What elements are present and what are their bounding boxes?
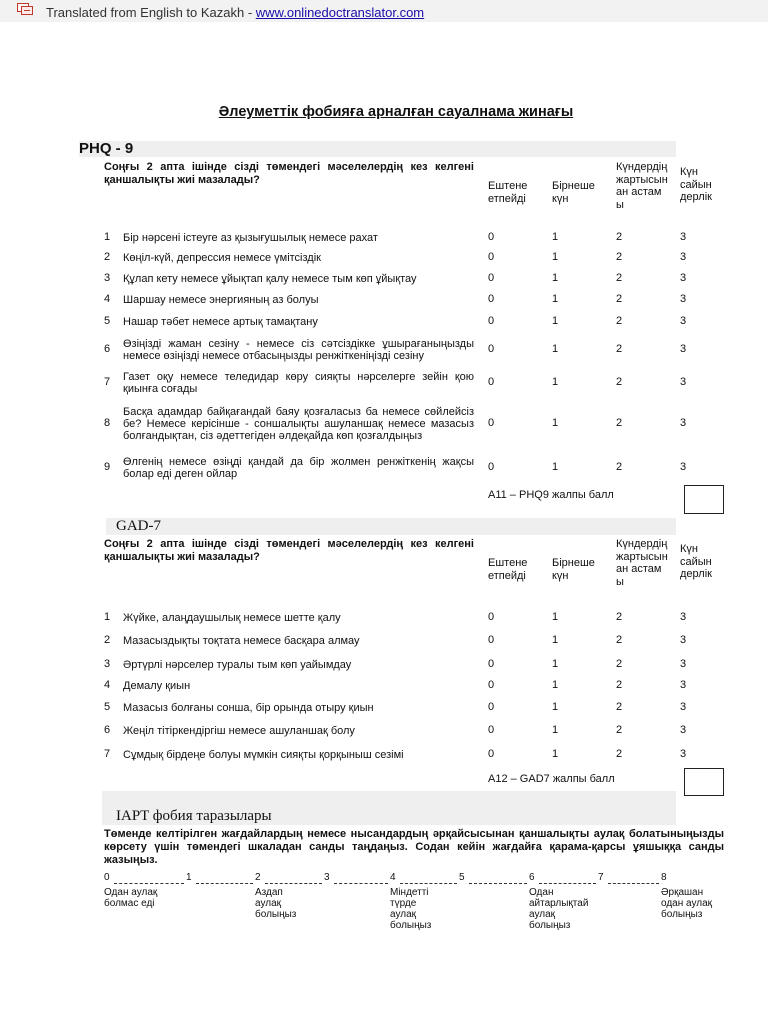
gad-item-number: 4 [104, 678, 111, 691]
gad-item-number: 1 [104, 610, 111, 623]
gad-item-score-3: 3 [680, 633, 687, 646]
phq-item-label: Құлап кету немесе ұйықтап қалу немесе тым көп ұйықтау [123, 272, 417, 285]
phq-item-label: Газет оқу немесе теледидар көру сияқты нәрселерге зейін қою қиынға соғады [123, 371, 474, 395]
gad-item-score-2: 2 [616, 610, 623, 623]
phq-item-number: 9 [104, 461, 111, 473]
phq-item-score-1: 1 [552, 271, 559, 284]
iapt-anchor-2: Міндетті түрде аулақ болыңыз [390, 887, 432, 931]
gad-item-label: Мазасыз болғаны сонша, бір орында отыру қиын [123, 701, 374, 714]
phq-item-text [123, 398, 474, 450]
document-title: Әлеуметтік фобияға арналған сауалнама жинағы [218, 104, 574, 120]
phq-col-0: Ештене етпейді [488, 180, 528, 205]
gad-item-score-1: 1 [552, 747, 559, 760]
gad-item-score-0: 0 [488, 700, 495, 713]
phq-item-score-3: 3 [680, 292, 687, 305]
iapt-scale-point: 1 [186, 872, 192, 883]
gad-item-score-3: 3 [680, 678, 687, 691]
gad-item-number: 5 [104, 700, 111, 713]
iapt-scale-dash [114, 883, 184, 884]
phq-col-1: Бірнеше күн [552, 180, 595, 205]
phq-item-label: Нашар тәбет немесе артық тамақтану [123, 315, 318, 328]
phq-item-text [123, 272, 474, 285]
phq-item-score-0: 0 [488, 230, 495, 243]
iapt-instruction: Төменде келтірілген жағдайлардың немесе нысандардың әрқайсысынан қаншалықты аулақ болатыныңызды көрсету үшін төмендегі шкаладан санды таңдаңыз. Содан кейін жағдайға қарама-қарсы ұяшыққа санды жазыңыз. [104, 828, 724, 866]
phq-item-text [123, 369, 474, 397]
phq-item-score-1: 1 [552, 417, 559, 429]
gad-item-number: 2 [104, 633, 111, 646]
phq-item-score-3: 3 [680, 250, 687, 263]
gad-item-number: 3 [104, 657, 111, 670]
phq-item-score-0: 0 [488, 417, 495, 429]
phq-item-score-1: 1 [552, 461, 559, 473]
gad-item-score-3: 3 [680, 610, 687, 623]
phq-item-label: Көңіл-күй, депрессия немесе үмітсіздік [123, 251, 321, 264]
gad-item-score-1: 1 [552, 657, 559, 670]
phq-item-score-1: 1 [552, 314, 559, 327]
gad-heading: GAD-7 [116, 518, 161, 534]
gad-col-0: Ештене етпейді [488, 557, 528, 582]
gad-item-score-2: 2 [616, 657, 623, 670]
phq-item-text [123, 231, 474, 244]
phq-item-text [123, 293, 474, 306]
phq-item-score-3: 3 [680, 314, 687, 327]
phq-item-text [123, 336, 474, 364]
phq-item-score-2: 2 [616, 417, 623, 429]
iapt-scale-dash [400, 883, 457, 884]
iapt-scale-dash [196, 883, 253, 884]
gad-item-score-1: 1 [552, 700, 559, 713]
gad-item-score-0: 0 [488, 747, 495, 760]
phq-col-3: Күн сайын дерлік [680, 166, 712, 203]
phq-item-number: 3 [104, 271, 111, 284]
gad-item-score-1: 1 [552, 723, 559, 736]
phq-item-number: 8 [104, 417, 111, 429]
phq-item-score-2: 2 [616, 292, 623, 305]
gad-item-score-2: 2 [616, 723, 623, 736]
phq-total-label: A11 – PHQ9 жалпы балл [488, 489, 614, 501]
iapt-scale-point: 6 [529, 872, 535, 883]
gad-item-score-0: 0 [488, 610, 495, 623]
phq-item-label: Шаршау немесе энергияның аз болуы [123, 293, 319, 306]
gad-item-label: Жүйке, алаңдаушылық немесе шетте қалу [123, 611, 341, 624]
gad-item-score-3: 3 [680, 723, 687, 736]
gad-item-score-0: 0 [488, 657, 495, 670]
gad-item-text [123, 701, 474, 714]
iapt-anchor-3: Одан айтарлықтай аулақ болыңыз [529, 887, 589, 931]
gad-item-score-0: 0 [488, 678, 495, 691]
translator-link[interactable]: www.onlinedoctranslator.com [255, 5, 425, 20]
phq-item-score-1: 1 [552, 376, 559, 388]
phq-item-score-2: 2 [616, 461, 623, 473]
phq-item-score-1: 1 [552, 230, 559, 243]
translate-icon [17, 3, 33, 15]
phq-item-score-0: 0 [488, 376, 495, 388]
phq-col-2: Күндердің жартысынан астамы [616, 161, 668, 211]
phq-item-text [123, 454, 474, 482]
gad-item-score-2: 2 [616, 747, 623, 760]
phq-item-number: 5 [104, 314, 111, 327]
phq-item-score-0: 0 [488, 250, 495, 263]
phq-item-score-1: 1 [552, 292, 559, 305]
iapt-heading: IAPT фобия таразылары [116, 808, 272, 824]
gad-item-score-2: 2 [616, 700, 623, 713]
iapt-scale-point: 4 [390, 872, 396, 883]
phq-item-label: Өзіңізді жаман сезіну - немесе сіз сәтсіздікке ұшырағаныңызды немесе өзіңізді немесе отбасыңызды ренжіткеніңізді сезіну [123, 338, 474, 362]
gad-item-score-1: 1 [552, 678, 559, 691]
iapt-scale-dash [334, 883, 388, 884]
gad-item-label: Мазасыздықты тоқтата немесе басқара алмау [123, 634, 360, 647]
phq-total-box[interactable] [684, 485, 724, 514]
gad-item-text [123, 679, 474, 692]
gad-item-score-3: 3 [680, 700, 687, 713]
phq-item-score-2: 2 [616, 376, 623, 388]
phq-item-number: 4 [104, 292, 111, 305]
gad-item-score-1: 1 [552, 633, 559, 646]
phq-item-score-0: 0 [488, 343, 495, 355]
iapt-scale-point: 0 [104, 872, 110, 883]
phq-item-number: 2 [104, 250, 111, 263]
phq-item-score-3: 3 [680, 417, 687, 429]
phq-item-score-0: 0 [488, 461, 495, 473]
gad-item-score-2: 2 [616, 678, 623, 691]
gad-item-label: Демалу қиын [123, 679, 191, 692]
iapt-scale-point: 5 [459, 872, 465, 883]
banner-text: Translated from English to Kazakh - www.onlinedoctranslator.com [46, 5, 425, 20]
gad-item-label: Әртүрлі нәрселер туралы тым көп уайымдау [123, 658, 352, 671]
phq-item-score-3: 3 [680, 271, 687, 284]
phq-item-score-0: 0 [488, 271, 495, 284]
gad-item-score-0: 0 [488, 633, 495, 646]
phq-item-score-1: 1 [552, 250, 559, 263]
phq-item-text [123, 315, 474, 328]
iapt-anchor-1: Аздап аулақ болыңыз [255, 887, 297, 920]
gad-item-text [123, 611, 474, 624]
gad-item-label: Жеңіл тітіркендіргіш немесе ашуланшақ болу [123, 724, 355, 737]
iapt-scale-point: 2 [255, 872, 261, 883]
iapt-anchor-0: Одан аулақ болмас еді [104, 887, 158, 909]
gad-question: Соңғы 2 апта ішінде сізді төмендегі мәселелердің кез келгені қаншалықты жиі мазалады? [104, 538, 474, 563]
phq-question: Соңғы 2 апта ішінде сізді төмендегі мәселелердің кез келгені қаншалықты жиі мазалады? [104, 161, 474, 186]
gad-item-text [123, 724, 474, 737]
phq-item-score-2: 2 [616, 314, 623, 327]
phq-item-score-3: 3 [680, 343, 687, 355]
phq-heading-bar [79, 141, 676, 157]
phq-item-score-0: 0 [488, 314, 495, 327]
phq-item-number: 1 [104, 230, 111, 243]
iapt-scale-point: 8 [661, 872, 667, 883]
phq-item-score-2: 2 [616, 343, 623, 355]
gad-item-text [123, 658, 474, 671]
gad-item-number: 6 [104, 723, 111, 736]
iapt-scale-point: 7 [598, 872, 604, 883]
gad-item-number: 7 [104, 747, 111, 760]
iapt-scale [104, 872, 724, 886]
gad-item-label: Сұмдық бірдеңе болуы мүмкін сияқты қорқыныш сезімі [123, 748, 404, 761]
iapt-scale-dash [265, 883, 322, 884]
phq-item-number: 6 [104, 343, 111, 355]
phq-item-score-3: 3 [680, 461, 687, 473]
gad-col-2: Күндердің жартысынан астамы [616, 538, 668, 588]
phq-item-score-3: 3 [680, 376, 687, 388]
phq-item-text [123, 251, 474, 264]
phq-item-label: Басқа адамдар байқағандай баяу қозғаласыз ба немесе сөйлейсіз бе? Немесе керісінше - соншалықты ашуланшақ немесе мазасыз болғандықтан, сіз әдеттегіден әлдеқайда көп қозғалдыңыз [123, 406, 474, 442]
gad-item-text [123, 634, 474, 647]
gad-heading-bar [106, 518, 676, 535]
iapt-scale-dash [608, 883, 659, 884]
phq-item-label: Бір нәрсені істеуге аз қызығушылық немесе рахат [123, 231, 378, 244]
gad-item-score-1: 1 [552, 610, 559, 623]
gad-item-score-3: 3 [680, 657, 687, 670]
iapt-scale-dash [539, 883, 596, 884]
gad-item-text [123, 748, 474, 761]
phq-item-score-3: 3 [680, 230, 687, 243]
gad-item-score-0: 0 [488, 723, 495, 736]
gad-col-3: Күн сайын дерлік [680, 543, 712, 580]
iapt-scale-point: 3 [324, 872, 330, 883]
phq-item-label: Өлгенің немесе өзіңді қандай да бір жолмен ренжіткенің жақсы болар еді деген ойлар [123, 456, 474, 480]
gad-col-1: Бірнеше күн [552, 557, 595, 582]
gad-item-score-2: 2 [616, 633, 623, 646]
gad-total-box[interactable] [684, 768, 724, 796]
phq-item-score-2: 2 [616, 250, 623, 263]
phq-item-number: 7 [104, 376, 111, 388]
phq-heading: PHQ - 9 [79, 140, 134, 157]
gad-item-score-3: 3 [680, 747, 687, 760]
phq-item-score-2: 2 [616, 271, 623, 284]
iapt-scale-dash [469, 883, 527, 884]
phq-item-score-2: 2 [616, 230, 623, 243]
iapt-anchor-4: Әрқашан одан аулақ болыңыз [661, 887, 713, 920]
phq-item-score-0: 0 [488, 292, 495, 305]
phq-item-score-1: 1 [552, 343, 559, 355]
gad-total-label: A12 – GAD7 жалпы балл [488, 773, 615, 785]
